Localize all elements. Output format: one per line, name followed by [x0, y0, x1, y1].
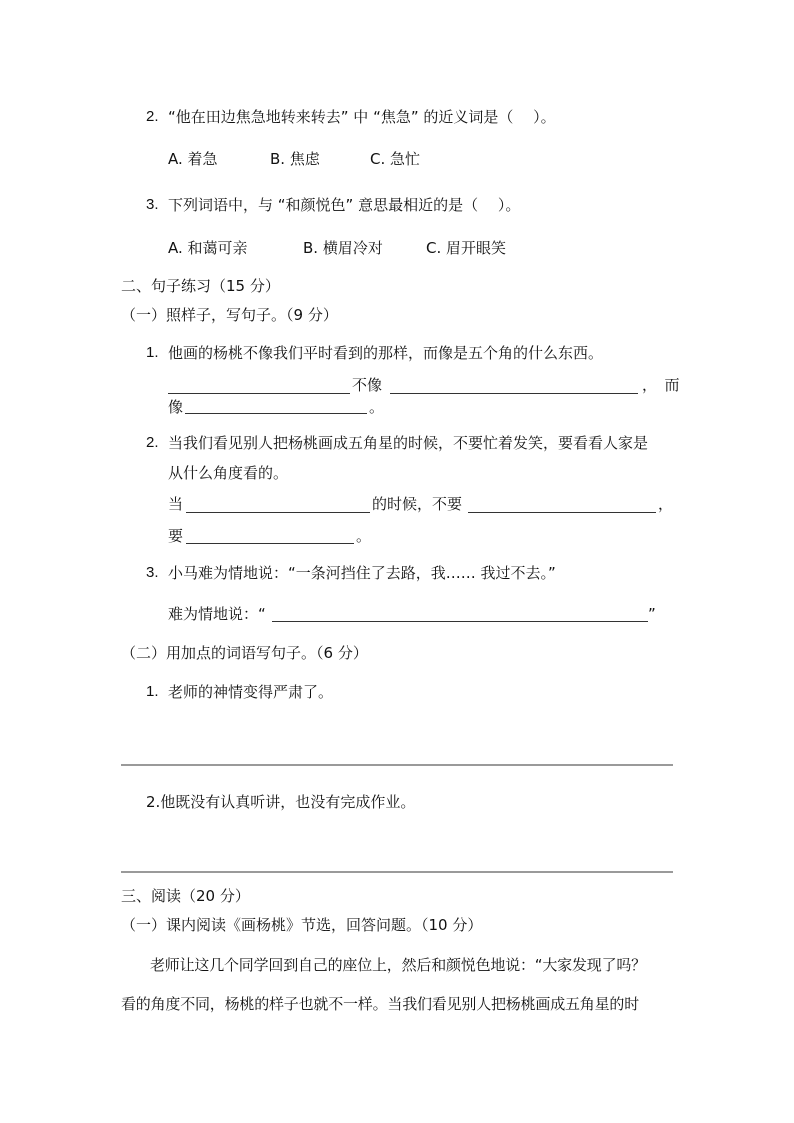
- fill-text: ，: [658, 495, 674, 513]
- fill-text: ， 而: [642, 376, 680, 394]
- option-c: C. 眉开眼笑: [426, 239, 507, 257]
- example-sentence: 他画的杨桃不像我们平时看到的那样，而像是五个角的什么东西。: [168, 344, 604, 362]
- item-number: 2.: [146, 434, 159, 451]
- example-sentence-line: 当我们看见别人把杨桃画成五角星的时候，不要忙着发笑，要看看人家是: [168, 434, 649, 452]
- fill-text: 难为情地说：“: [168, 605, 266, 623]
- fill-text: 的时候，不要: [372, 495, 463, 513]
- answer-line[interactable]: [121, 764, 673, 766]
- option-a: A. 着急: [168, 150, 218, 168]
- subsection-title: （二）用加点的词语写句子。（6 分）: [121, 644, 368, 662]
- fill-text: 像: [168, 398, 184, 416]
- answer-blank[interactable]: [186, 512, 370, 513]
- item-number: 1.: [146, 683, 159, 700]
- reading-paragraph-line: 看的角度不同，杨桃的样子也就不一样。当我们看见别人把杨桃画成五角星的时: [121, 995, 640, 1013]
- option-a: A. 和蔼可亲: [168, 239, 248, 257]
- reading-paragraph-line: 老师让这几个同学回到自己的座位上，然后和颜悦色地说：“大家发现了吗？: [150, 956, 646, 974]
- section-title: 二、句子练习（15 分）: [121, 277, 280, 295]
- prompt-sentence: 2.他既没有认真听讲，也没有完成作业。: [146, 793, 416, 811]
- answer-blank[interactable]: [186, 543, 354, 544]
- answer-blank[interactable]: [168, 393, 350, 394]
- fill-text: 当: [168, 495, 184, 513]
- option-c: C. 急忙: [370, 150, 421, 168]
- fill-text: 。: [356, 527, 372, 545]
- fill-text: 。: [369, 398, 385, 416]
- question-number: 3.: [146, 196, 159, 213]
- answer-blank[interactable]: [468, 512, 656, 513]
- example-sentence: 小马难为情地说：“一条河挡住了去路，我…… 我过不去。”: [168, 564, 556, 582]
- item-number: 3.: [146, 564, 159, 581]
- option-b: B. 横眉冷对: [303, 239, 383, 257]
- answer-line[interactable]: [121, 871, 673, 873]
- section-title: 三、阅读（20 分）: [121, 887, 250, 905]
- question-stem: “他在田边焦急地转来转去” 中 “焦急” 的近义词是（ ）。: [168, 108, 556, 126]
- question-number: 2.: [146, 108, 159, 125]
- prompt-sentence: 老师的神情变得严肃了。: [168, 683, 334, 701]
- fill-text: ”: [648, 605, 656, 623]
- answer-blank[interactable]: [272, 621, 648, 622]
- subsection-title: （一）课内阅读《画杨桃》节选，回答问题。（10 分）: [121, 916, 483, 934]
- option-b: B. 焦虑: [270, 150, 320, 168]
- subsection-title: （一）照样子，写句子。（9 分）: [121, 306, 338, 324]
- answer-blank[interactable]: [390, 393, 638, 394]
- answer-blank[interactable]: [185, 413, 367, 414]
- question-stem: 下列词语中，与 “和颜悦色” 意思最相近的是（ ）。: [168, 196, 521, 214]
- fill-text: 不像: [352, 376, 383, 394]
- item-number: 1.: [146, 344, 159, 361]
- fill-text: 要: [168, 527, 184, 545]
- example-sentence-line: 从什么角度看的。: [168, 464, 289, 482]
